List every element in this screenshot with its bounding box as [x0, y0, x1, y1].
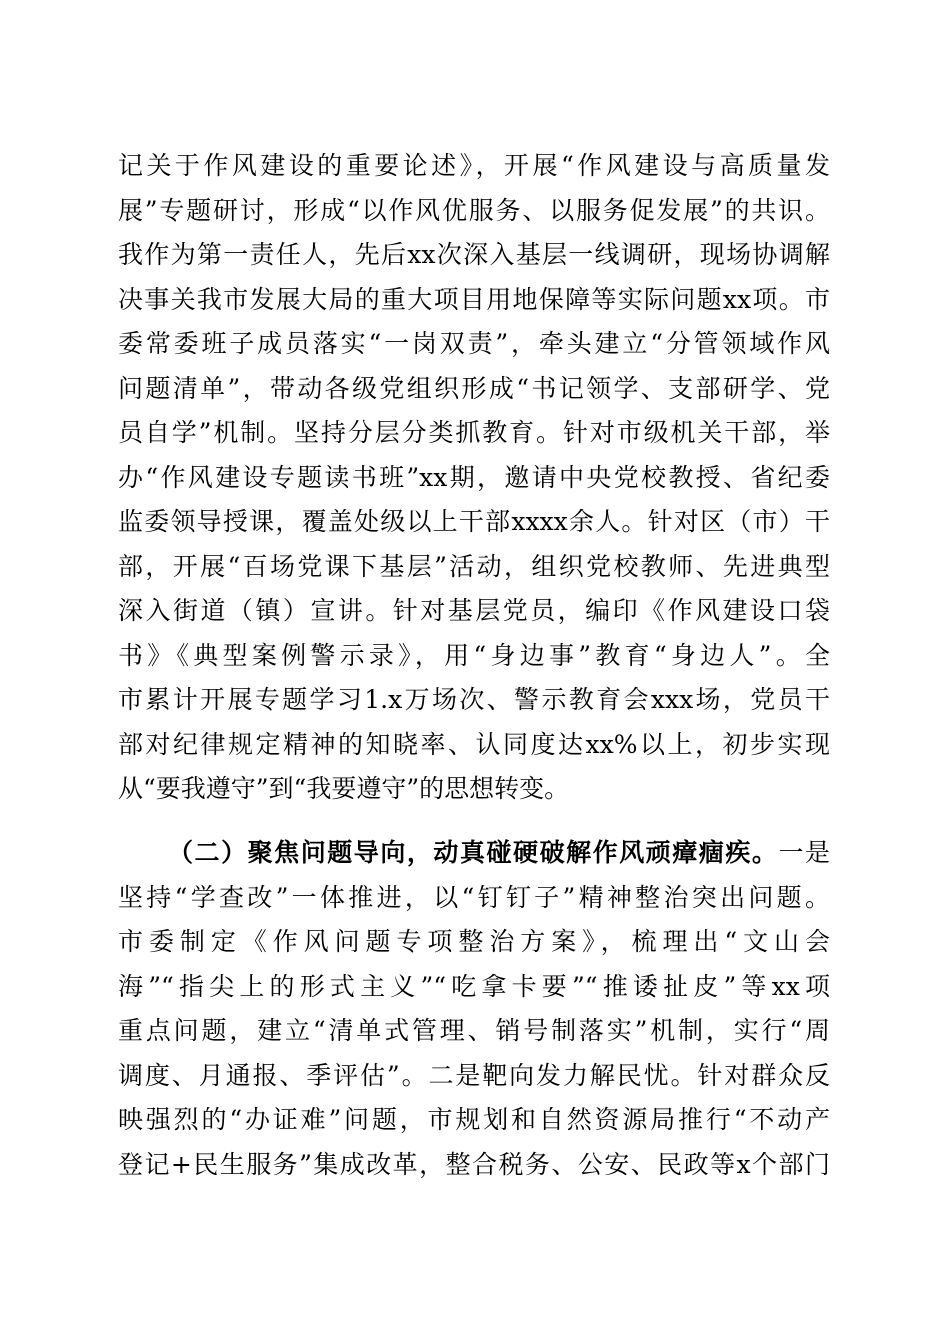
text-line: 书》《典型案例警示录》，用“身边事”教育“身边人”。全	[118, 640, 830, 670]
text-line: 调度、月通报、季评估”。二是靶向发力解民忧。针对群众反	[118, 1060, 830, 1090]
text-line: 部对纪律规定精神的知晓率、认同度达xx%以上，初步实现	[118, 729, 830, 759]
text-line: 员自学”机制。坚持分层分类抓教育。针对市级机关干部，举	[118, 418, 830, 447]
text-line: 登记+民生服务”集成改革，整合税务、公安、民政等x个部门	[118, 1149, 830, 1179]
text-line: 从“要我遵守”到“我要遵守”的思想转变。	[118, 774, 570, 803]
text-run: 一是	[778, 838, 830, 867]
text-line: 映强烈的“办证难”问题，市规划和自然资源局推行“不动产	[118, 1105, 830, 1134]
text-line: 展”专题研讨，形成“以作风优服务、以服务促发展”的共识。	[118, 195, 830, 225]
text-line: 我作为第一责任人，先后xx次深入基层一线调研，现场协调解	[118, 240, 830, 269]
text-line: 记关于作风建设的重要论述》，开展“作风建设与高质量发	[118, 151, 830, 180]
section-heading-line	[118, 831, 830, 876]
text-line: 重点问题，建立“清单式管理、销号制落实”机制，实行“周	[118, 1016, 830, 1045]
text-line: 市委制定《作风问题专项整治方案》，梳理出“文山会	[118, 927, 830, 956]
paragraph-2	[118, 831, 830, 1187]
text-line: 部，开展“百场党课下基层”活动，组织党校教师、先进典型	[118, 551, 830, 581]
text-line: 委常委班子成员落实“一岗双责”，牵头建立“分管领域作风	[118, 329, 830, 358]
text-line: 海”“指尖上的形式主义”“吃拿卡要”“推诿扯皮”等xx项	[118, 971, 830, 1001]
text-line: 监委领导授课，覆盖处级以上干部xxxx余人。针对区（市）干	[118, 507, 830, 536]
text-line: 坚持“学查改”一体推进，以“钉钉子”精神整治突出问题。	[118, 882, 830, 912]
section-heading: （二）聚焦问题导向，动真碰硬破解作风顽瘴痼疾。	[168, 838, 779, 867]
text-line: 深入街道（镇）宣讲。针对基层党员，编印《作风建设口袋	[118, 596, 830, 625]
text-line: 问题清单”，带动各级党组织形成“书记领学、支部研学、党	[118, 373, 830, 403]
text-line: 办“作风建设专题读书班”xx期，邀请中央党校教授、省纪委	[118, 462, 830, 492]
text-line: 市累计开展专题学习1.x万场次、警示教育会xxx场，党员干	[118, 685, 830, 714]
text-line: 决事关我市发展大局的重大项目用地保障等实际问题xx项。市	[118, 284, 830, 314]
paragraph-1	[118, 144, 830, 812]
